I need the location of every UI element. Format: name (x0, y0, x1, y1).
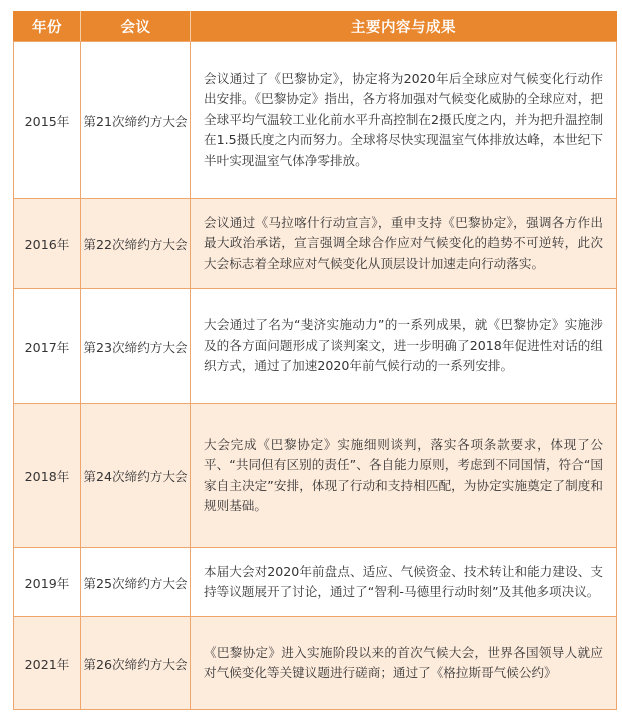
header-conference: 会议 (81, 12, 191, 42)
table-row (14, 42, 617, 199)
table-row (14, 404, 617, 548)
cell-year: 2019年 (14, 548, 81, 617)
cell-conference: 第24次缔约方大会 (81, 404, 191, 548)
cell-year: 2015年 (14, 42, 81, 199)
cell-content: 会议通过《马拉喀什行动宣言》，重申支持《巴黎协定》，强调各方作出最大政治承诺，宣言强调全球合作应对气候变化的趋势不可逆转，此次大会标志着全球应对气候变化从顶层设计加速走向行动落实。 (191, 199, 617, 289)
cell-conference: 第21次缔约方大会 (81, 42, 191, 199)
cell-conference: 第25次缔约方大会 (81, 548, 191, 617)
table-row (14, 548, 617, 617)
cell-conference: 第22次缔约方大会 (81, 199, 191, 289)
cell-content: 会议通过了《巴黎协定》，协定将为2020年后全球应对气候变化行动作出安排。《巴黎协定》指出，各方将加强对气候变化威胁的全球应对，把全球平均气温较工业化前水平升高控制在2摄氏度之内，并为把升温控制在1.5摄氏度之内而努力。全球将尽快实现温室气体排放达峰，本世纪下半叶实现温室气体净零排放。 (191, 42, 617, 199)
table-header (14, 12, 617, 42)
cell-content: 大会通过了名为“斐济实施动力”的一系列成果，就《巴黎协定》实施涉及的各方面问题形成了谈判案文，进一步明确了2018年促进性对话的组织方式，通过了加速2020年前气候行动的一系列安排。 (191, 289, 617, 404)
cell-content: 大会完成《巴黎协定》实施细则谈判，落实各项条款要求，体现了公平、“共同但有区别的责任”、各自能力原则，考虑到不同国情，符合“国家自主决定”安排，体现了行动和支持相匹配，为协定实施奠定了制度和规则基础。 (191, 404, 617, 548)
cell-year: 2021年 (14, 617, 81, 710)
table-body (14, 42, 617, 710)
cell-content: 《巴黎协定》进入实施阶段以来的首次气候大会，世界各国领导人就应对气候变化等关键议题进行磋商；通过了《格拉斯哥气候公约》 (191, 617, 617, 710)
cell-year: 2018年 (14, 404, 81, 548)
conference-table (13, 11, 617, 710)
table-header-row (14, 12, 617, 42)
cell-year: 2016年 (14, 199, 81, 289)
table-row (14, 617, 617, 710)
header-year: 年份 (14, 12, 81, 42)
cell-conference: 第23次缔约方大会 (81, 289, 191, 404)
table-row (14, 199, 617, 289)
cell-content: 本届大会对2020年前盘点、适应、气候资金、技术转让和能力建设、支持等议题展开了讨论，通过了“智利-马德里行动时刻”及其他多项决议。 (191, 548, 617, 617)
header-content: 主要内容与成果 (191, 12, 617, 42)
cell-year: 2017年 (14, 289, 81, 404)
table-row (14, 289, 617, 404)
cell-conference: 第26次缔约方大会 (81, 617, 191, 710)
